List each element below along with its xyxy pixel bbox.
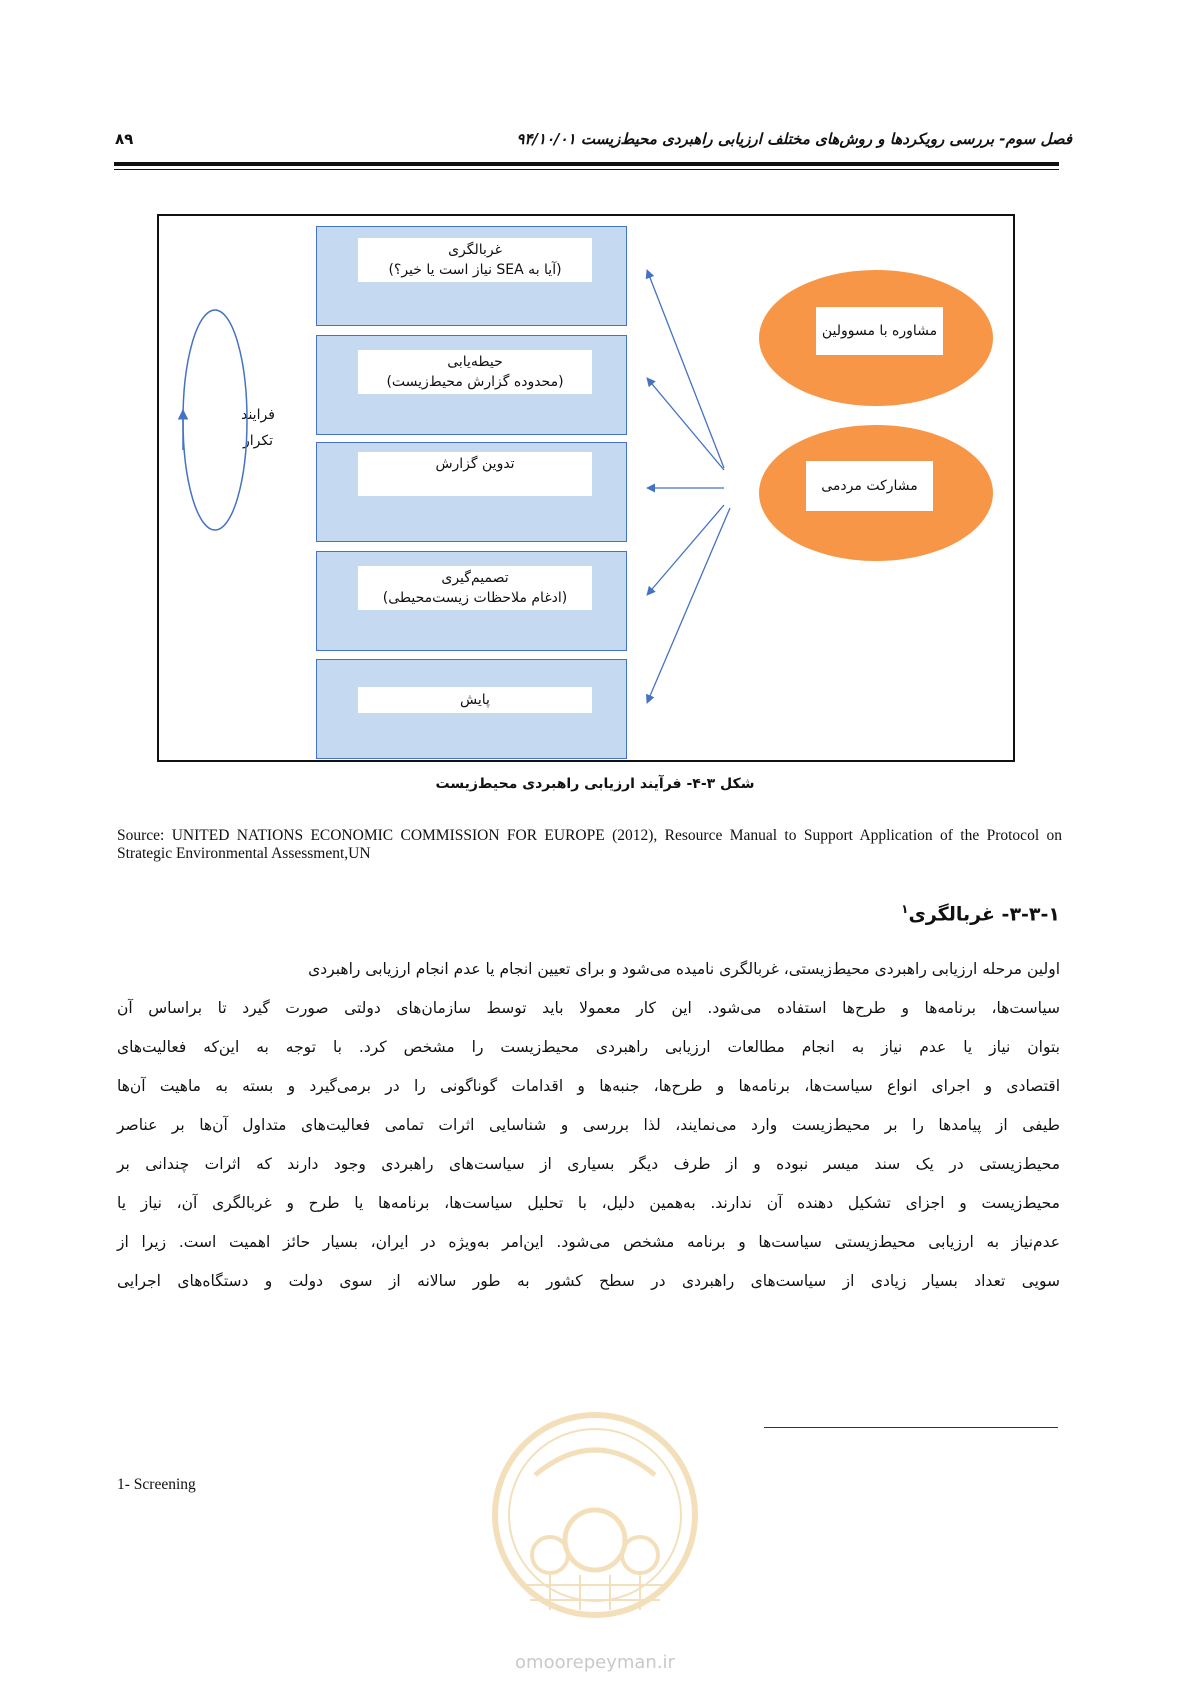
loop-label-line2: تکرار [242,433,273,449]
stage-label-scoping [358,350,592,394]
stage-title: تدوین گزارش [435,456,515,472]
body-line: سیاست‌ها، برنامه‌ها و طرح‌ها استفاده می‌شود. این کار معمولا باید توسط سازمان‌های دولتی صورت گیرد تا براساس آن [117,999,1060,1017]
footnote: 1- Screening [117,1476,196,1493]
stage-label-report [358,452,592,496]
footnote-mark: ۱ [901,902,909,916]
loop-label-line1: فرایند [241,407,275,423]
stage-title: غربالگری [448,242,502,258]
stage-label-monitoring [358,687,592,713]
body-line: اقتصادی و اجرای انواع سیاست‌ها، برنامه‌ها و طرح‌ها، جنبه‌ها و اقدامات گوناگونی را در برمی‌گیرد و بسته به ماهیت آن‌ها [117,1077,1060,1095]
footnote-rule [764,1427,1058,1428]
stage-label-screening [358,238,592,282]
running-title: فصل سوم- بررسی رویکردها و روش‌های مختلف ارزیابی راهبردی محیط‌زیست ۹۴/۱۰/۰۱ [516,130,1072,148]
stage-title: حیطه‌یابی [447,354,503,370]
stage-subtitle: (محدوده گزارش محیط‌زیست) [386,374,564,390]
figure-caption: شکل ۳-۴- فرآیند ارزیابی راهبردی محیط‌زیست [435,776,755,792]
page-number: ۸۹ [115,130,134,148]
header-rule [114,162,1059,166]
body-line: بتوان نیاز یا عدم نیاز به انجام مطالعات ارزیابی راهبردی محیط‌زیست را مشخص کرد. با توجه به این‌که فعالیت‌های [117,1038,1060,1056]
iteration-loop-label [236,402,280,454]
watermark-seal [480,1405,710,1645]
stage-title: پایش [460,692,490,708]
body-line: محیط‌زیست و اجزای تشکیل دهنده آن ندارند. به‌همین دلیل، با تحلیل سیاست‌ها، برنامه‌ها یا طرح و غربالگری آن، نیاز یا [117,1194,1060,1212]
stage-subtitle: (ادغام ملاحظات زیست‌محیطی) [382,590,568,606]
body-paragraph [117,950,1060,1301]
body-line: طیفی از پیامدها را بر محیط‌زیست وارد می‌نمایند، لذا بررسی و شناسایی اثرات تمامی فعالیت‌های متداول آن‌ها بر عناصر [117,1116,1060,1134]
stage-title: تصمیم‌گیری [441,570,509,586]
body-line: محیط‌زیستی در یک سند میسر نبوده و از طرف دیگر بسیاری از سیاست‌های راهبردی وجود دارند که اثرات چندانی بر [117,1155,1060,1173]
participation-label: مشارکت مردمی [806,461,933,511]
stage-subtitle: (آیا به SEA نیاز است یا خیر؟) [388,262,562,278]
watermark-text: omoorepeyman.ir [515,1652,675,1673]
header-rule-thin [114,169,1059,170]
section-heading-text: ۳-۳-۱- غربالگری [908,903,1060,926]
source-note: Source: UNITED NATIONS ECONOMIC COMMISSION FOR EUROPE (2012), Resource Manual to Support Application of the Protocol on Strategic Environmental Assessment,UN [117,827,1062,862]
body-line: سویی تعداد بسیار زیادی از سیاست‌های راهبردی در سطح کشور به طور سالانه از سوی دولت و دستگاه‌های اجرایی [117,1272,1060,1290]
section-heading [901,902,1060,925]
body-line: عدم‌نیاز به ارزیابی محیط‌زیستی سیاست‌ها و برنامه مشخص می‌شود. این‌امر به‌ویژه در ایران، بسیار حائز اهمیت است. زیرا از [117,1233,1060,1251]
consultation-label: مشاوره با مسوولین [816,307,943,355]
body-line: اولین مرحله ارزیابی راهبردی محیط‌زیستی، غربالگری نامیده می‌شود و برای تعیین انجام یا عدم انجام ارزیابی راهبردی [308,960,1060,978]
stage-label-decision [358,566,592,610]
